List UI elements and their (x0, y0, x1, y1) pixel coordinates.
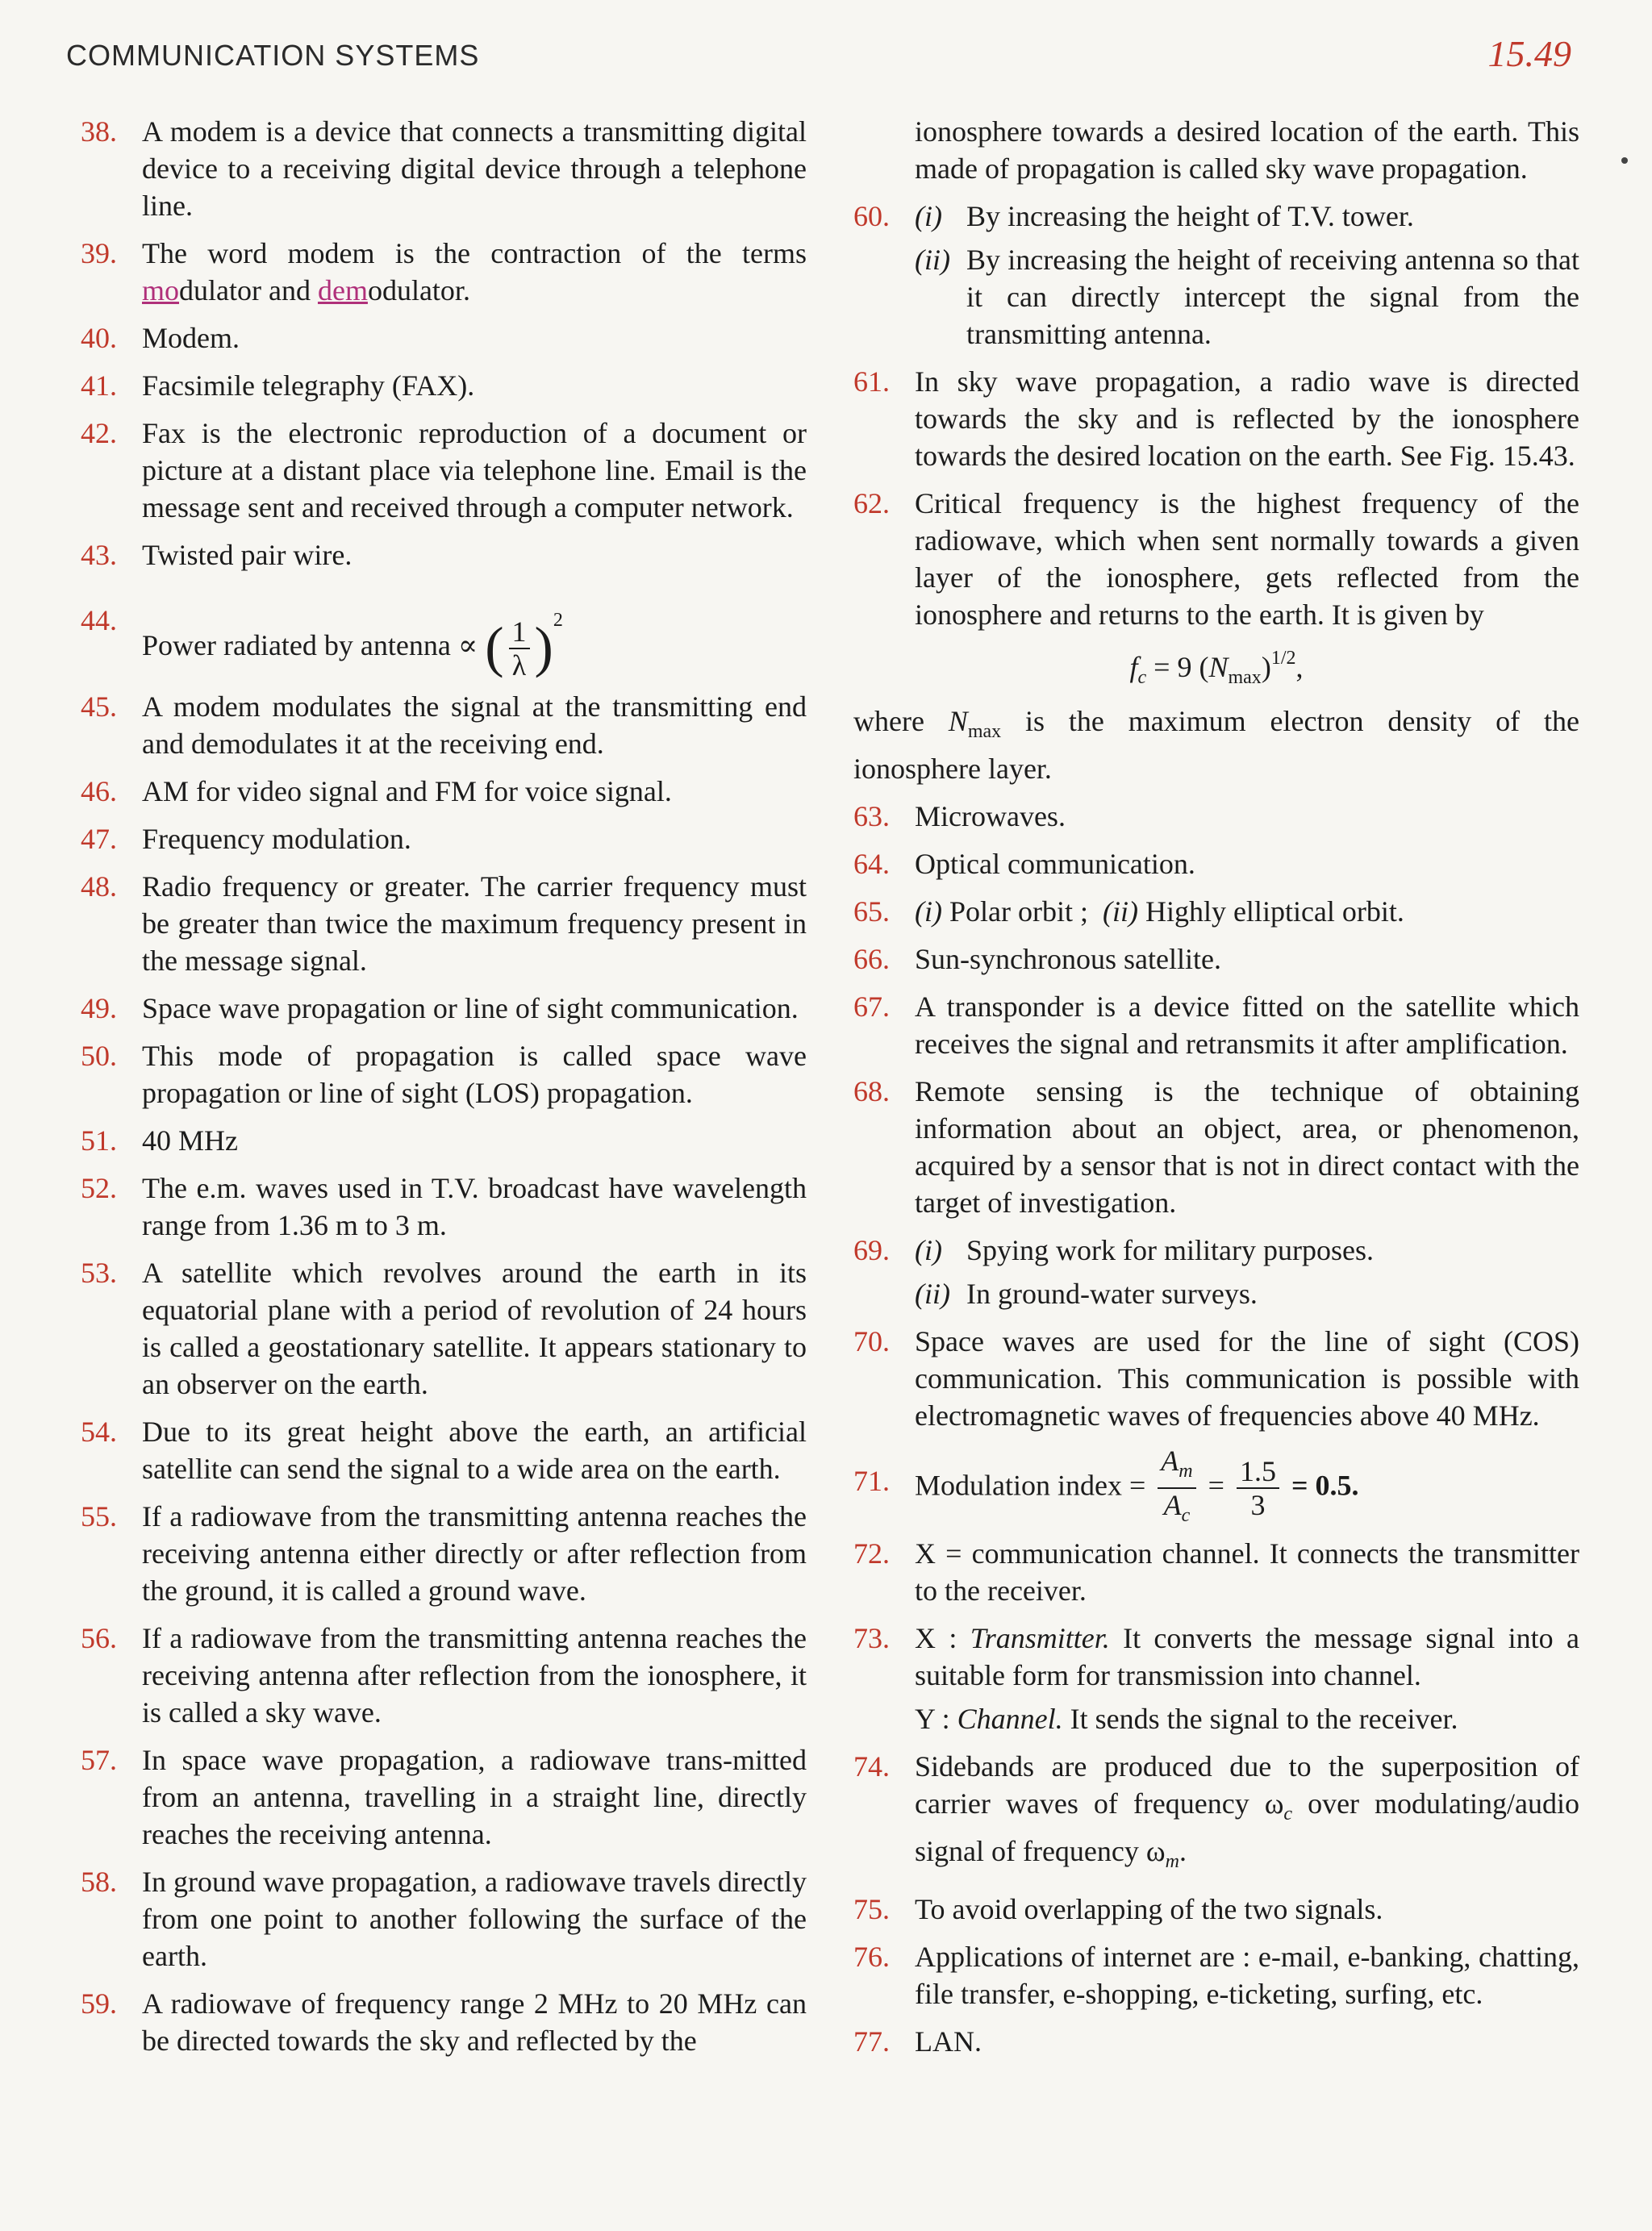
answer-41 (81, 367, 807, 404)
answer-63 (853, 798, 1579, 835)
answer-70 (853, 1323, 1579, 1434)
text-part: over modulating/audio signal of frequency (915, 1787, 1579, 1867)
item-number: 47. (81, 822, 117, 855)
sub-marker: (ii) (1102, 895, 1138, 928)
result: = 0.5. (1283, 1469, 1359, 1502)
answer-56 (81, 1620, 807, 1731)
answer-49 (81, 990, 807, 1027)
sub-c: c (1181, 1505, 1191, 1526)
answer-text: In space wave propagation, a radiowave trans-mitted from an antenna, travelling in a straight line, directly reaches the receiving antenna. (142, 1743, 807, 1850)
item-number: 69. (853, 1234, 890, 1266)
text-part: is the maximum electron density of the ionosphere layer. (853, 705, 1579, 785)
answer-58 (81, 1863, 807, 1975)
sub-answer-ii (915, 1275, 1579, 1312)
answer-55 (81, 1498, 807, 1609)
denominator: 3 (1250, 1489, 1266, 1521)
item-number: 38. (81, 115, 117, 148)
item-number: 57. (81, 1743, 117, 1776)
answer-66 (853, 940, 1579, 978)
item-number: 54. (81, 1415, 117, 1448)
sub-text: Spying work for military purposes. (966, 1234, 1374, 1266)
term-transmitter: Transmitter. (970, 1622, 1110, 1654)
sub-marker: (ii) (915, 244, 950, 276)
label-y: Y : (915, 1703, 957, 1735)
answer-text: Space wave propagation or line of sight communication. (142, 991, 799, 1024)
answer-59-continued (853, 113, 1579, 187)
text-part: The word modem is the contraction of the terms (142, 237, 807, 269)
answer-text: A radiowave of frequency range 2 MHz to 20 MHz can be directed towards the sky and reflected by the (142, 1987, 807, 2057)
answer-text: ionosphere towards a desired location of the earth. This made of propagation is called sky wave propagation. (915, 115, 1579, 185)
symbol-omega: ω (1145, 1835, 1166, 1867)
answer-text: A modem modulates the signal at the transmitting end and demodulates it at the receiving end. (142, 690, 807, 760)
item-number: 52. (81, 1171, 117, 1204)
answer-text: This mode of propagation is called space wave propagation or line of sight (LOS) propagation. (142, 1039, 807, 1109)
item-number: 73. (853, 1622, 890, 1654)
answer-38 (81, 113, 807, 224)
answer-text: If a radiowave from the transmitting antenna reaches the receiving antenna either directly or after reflection from the ground, it is called a ground wave. (142, 1499, 807, 1607)
text-part: Sidebands are produced due to the superposition of carrier waves of frequency (915, 1750, 1579, 1820)
answer-76 (853, 1938, 1579, 2012)
item-number: 65. (853, 895, 890, 928)
item-number: 68. (853, 1075, 890, 1107)
sub-answer-i (915, 1232, 1579, 1269)
margin-dot (1621, 157, 1628, 164)
answer-text: In ground wave propagation, a radiowave travels directly from one point to another following the surface of the earth. (142, 1865, 807, 1972)
answer-67 (853, 988, 1579, 1062)
answer-text: X = communication channel. It connects the transmitter to the receiver. (915, 1537, 1579, 1607)
answer-text: Modem. (142, 322, 240, 354)
formula-end: , (1295, 651, 1304, 683)
denominator (1158, 1489, 1195, 1532)
answer-text (915, 893, 1579, 930)
sub-answer-ii (915, 241, 1579, 352)
running-head: COMMUNICATION SYSTEMS (66, 39, 480, 72)
item-number: 71. (853, 1465, 890, 1497)
answer-text: A transponder is a device fitted on the satellite which receives the signal and retransmits it after amplification. (915, 990, 1579, 1060)
text-part: . (1179, 1835, 1187, 1867)
answer-39 (81, 235, 807, 309)
term-channel: Channel. (957, 1703, 1063, 1735)
symbol-A: A (1161, 1445, 1179, 1477)
item-number: 62. (853, 487, 890, 519)
item-number: 66. (853, 943, 890, 975)
answer-text: Due to its great height above the earth, an artificial satellite can send the signal to a wide area on the earth. (142, 1415, 807, 1485)
answer-65 (853, 893, 1579, 930)
answer-69 (853, 1232, 1579, 1312)
item-number: 64. (853, 848, 890, 880)
answer-text: Optical communication. (915, 848, 1195, 880)
sub-marker: (i) (915, 895, 942, 928)
answer-text: To avoid overlapping of the two signals. (915, 1893, 1383, 1925)
item-number: 45. (81, 690, 117, 723)
open-paren: ( (485, 616, 504, 679)
answer-75 (853, 1891, 1579, 1928)
sub-m: m (1165, 1851, 1179, 1872)
item-number: 72. (853, 1537, 890, 1570)
item-number: 58. (81, 1865, 117, 1898)
close-paren: ) (534, 616, 553, 679)
critical-frequency-formula (853, 640, 1579, 696)
item-number: 44. (81, 604, 117, 636)
sub-marker: (i) (915, 200, 942, 232)
answer-50 (81, 1037, 807, 1111)
text-part: It sends the signal to the receiver. (1062, 1703, 1458, 1735)
answer-text: Applications of internet are : e-mail, e-banking, chatting, file transfer, e-shopping, e-ticketing, surfing, etc. (915, 1941, 1579, 2010)
item-number: 42. (81, 417, 117, 449)
answer-72 (853, 1535, 1579, 1609)
answer-text (142, 584, 807, 685)
answer-77 (853, 2023, 1579, 2060)
equals: = (1200, 1469, 1232, 1502)
answer-43 (81, 536, 807, 573)
sub-marker: (i) (915, 1234, 942, 1266)
denominator: λ (511, 648, 527, 682)
formula-close: ) (1261, 651, 1271, 683)
answer-text: If a radiowave from the transmitting antenna reaches the receiving antenna after reflection from the ionosphere, it is called a sky wave. (142, 1621, 807, 1729)
item-number: 53. (81, 1256, 117, 1289)
page-number: 15.49 (1487, 33, 1571, 74)
text-part: Modulation index = (915, 1469, 1153, 1502)
text-part: where (853, 705, 949, 737)
answer-text: The e.m. waves used in T.V. broadcast have wavelength range from 1.36 m to 3 m. (142, 1171, 807, 1241)
answer-text: A satellite which revolves around the earth in its equatorial plane with a period of revolution of 24 hours is called a geostationary satellite. It appears stationary to an observer on the earth. (142, 1256, 807, 1400)
answer-53 (81, 1254, 807, 1403)
answer-44 (81, 584, 807, 685)
item-number: 41. (81, 369, 117, 402)
answer-60 (853, 198, 1579, 352)
answer-51 (81, 1122, 807, 1159)
text-part: odulator. (367, 274, 470, 307)
sub-max: max (967, 721, 1002, 742)
answer-text (142, 235, 807, 309)
item-number: 63. (853, 800, 890, 832)
answer-text: Facsimile telegraphy (FAX). (142, 369, 475, 402)
formula-sub-max: max (1228, 667, 1262, 688)
numerator (1158, 1445, 1195, 1489)
answer-42 (81, 415, 807, 526)
symbol-omega: ω (1264, 1787, 1284, 1820)
formula-mid: = 9 ( (1146, 651, 1209, 683)
answer-61 (853, 363, 1579, 474)
item-number: 39. (81, 237, 117, 269)
sub-answer-i (915, 198, 1579, 235)
answer-text: Frequency modulation. (142, 822, 411, 855)
page-header (66, 32, 1571, 81)
answer-text: Fax is the electronic reproduction of a document or picture at a distant place via telephone line. Email is the message sent and received through a computer network. (142, 417, 807, 523)
item-number: 43. (81, 539, 117, 571)
answer-54 (81, 1413, 807, 1487)
item-number: 70. (853, 1325, 890, 1357)
answer-text: Microwaves. (915, 800, 1066, 832)
item-number: 50. (81, 1039, 117, 1072)
sub-text: By increasing the height of T.V. tower. (966, 200, 1414, 232)
item-number: 51. (81, 1124, 117, 1157)
answer-text: Sun-synchronous satellite. (915, 943, 1221, 975)
numerator: 1 (509, 615, 530, 649)
item-number: 75. (853, 1893, 890, 1925)
item-number: 55. (81, 1499, 117, 1533)
underlined-mo: mo (142, 274, 180, 307)
sub-text: Highly elliptical orbit. (1145, 895, 1404, 928)
answer-text: A modem is a device that connects a transmitting digital device to a receiving digital device through a telephone line. (142, 115, 807, 222)
fraction-values (1237, 1455, 1279, 1521)
fraction (509, 615, 530, 682)
answer-59 (81, 1985, 807, 2059)
answer-46 (81, 773, 807, 810)
symbol-A: A (1163, 1489, 1182, 1521)
answer-text: In sky wave propagation, a radio wave is directed towards the sky and is reflected by the ionosphere towards the desired location on the earth. See Fig. 15.43. (915, 365, 1579, 472)
item-number: 48. (81, 869, 117, 903)
numerator: 1.5 (1237, 1455, 1279, 1489)
exponent: 2 (553, 610, 563, 631)
item-number: 61. (853, 365, 890, 398)
answer-text: 40 MHz (142, 1124, 238, 1157)
item-number: 56. (81, 1621, 117, 1654)
formula-f: f (1129, 651, 1138, 683)
text-part: dulator and (179, 274, 318, 307)
answer-text: Twisted pair wire. (142, 539, 353, 571)
item-number: 76. (853, 1941, 890, 1973)
formula-explanation (853, 703, 1579, 787)
label-x: X : (915, 1622, 970, 1654)
answer-48 (81, 868, 807, 979)
item-number: 77. (853, 2025, 890, 2058)
formula-N: N (1208, 651, 1229, 683)
text-part: It converts the message signal into a suitable form for transmission into channel. (915, 1622, 1580, 1691)
answer-64 (853, 845, 1579, 882)
formula-sub-c: c (1137, 667, 1147, 688)
answer-text: Space waves are used for the line of sight (COS) communication. This communication is possible with electromagnetic waves of frequencies above 40 MHz. (915, 1325, 1579, 1432)
answer-45 (81, 688, 807, 762)
item-number: 74. (853, 1750, 890, 1783)
answer-text (915, 1445, 1579, 1532)
answer-73 (853, 1620, 1579, 1737)
item-number: 60. (853, 200, 890, 232)
fraction-amplitudes (1158, 1445, 1195, 1532)
right-column (853, 113, 1579, 2070)
answer-62 (853, 485, 1579, 787)
answer-text: Radio frequency or greater. The carrier frequency must be greater than twice the maximum frequency present in the message signal. (142, 869, 807, 977)
formula-exponent: 1/2 (1270, 648, 1296, 669)
symbol-N: N (948, 705, 968, 737)
answer-text-x (915, 1620, 1579, 1694)
left-column (81, 113, 807, 2070)
item-number: 67. (853, 990, 890, 1023)
item-number: 49. (81, 991, 117, 1024)
answer-text: LAN. (915, 2025, 982, 2058)
answer-text-y (915, 1700, 1579, 1737)
answer-text: AM for video signal and FM for voice signal. (142, 774, 672, 807)
answer-52 (81, 1170, 807, 1244)
answer-57 (81, 1741, 807, 1853)
item-number: 40. (81, 322, 117, 354)
sub-text: By increasing the height of receiving antenna so that it can directly intercept the signal from the transmitting antenna. (966, 244, 1579, 350)
answer-71 (853, 1445, 1579, 1532)
item-number: 59. (81, 1987, 117, 2020)
answer-text: Remote sensing is the technique of obtaining information about an object, area, or phenomenon, acquired by a sensor that is not in direct contact with the target of investigation. (915, 1075, 1579, 1219)
underlined-dem: dem (317, 274, 368, 307)
sub-c: c (1283, 1804, 1293, 1824)
answer-40 (81, 319, 807, 357)
answer-47 (81, 820, 807, 857)
answer-68 (853, 1073, 1579, 1221)
sub-m: m (1179, 1461, 1193, 1482)
text-part: Power radiated by antenna ∝ (142, 629, 478, 661)
answer-text (915, 1748, 1579, 1880)
sub-text: Polar orbit ; (949, 895, 1088, 928)
sub-marker: (ii) (915, 1278, 950, 1310)
sub-text: In ground-water surveys. (966, 1278, 1258, 1310)
answer-74 (853, 1748, 1579, 1880)
answer-text: Critical frequency is the highest frequency of the radiowave, which when sent normally towards a given layer of the ionosphere, gets reflected from the ionosphere and returns to the earth. It is given by (915, 487, 1579, 631)
item-number: 46. (81, 774, 117, 807)
